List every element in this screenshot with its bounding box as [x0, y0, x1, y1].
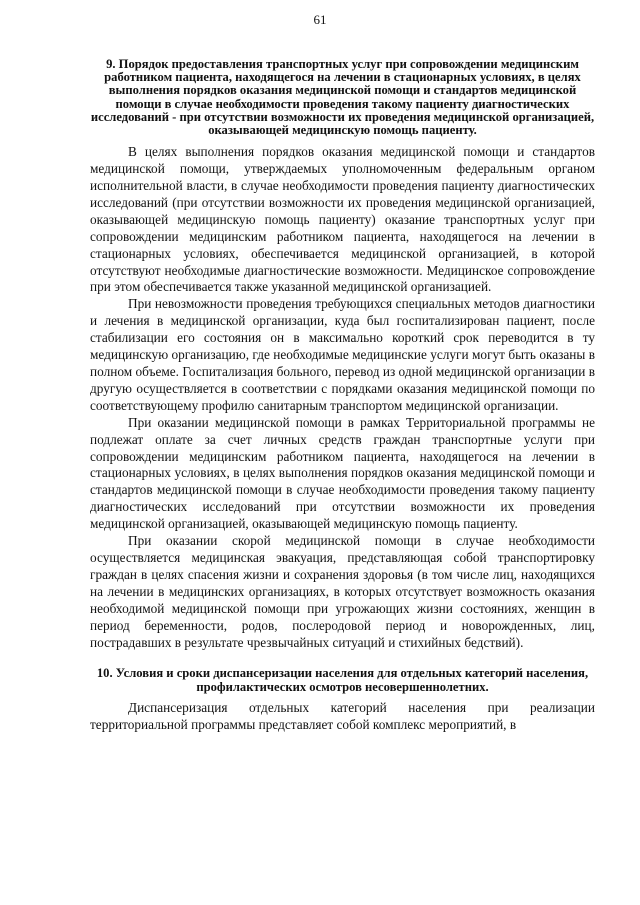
section-9-paragraph-4: При оказании скорой медицинской помощи в случае необходимости осуществляется медицинская эвакуация, представляющая собой транспортировку граждан в целях спасения жизни и сохранения здоровья (в том числе лиц, находящихся на лечении в медицинских организациях, в которых отсутствует возможность оказания необходимой медицинской помощи при угрожающих жизни состояниях, женщин в период беременности, родов, послеродовой период и новорожденных, лиц, пострадавших в результате чрезвычайных ситуаций и стихийных бедствий). [90, 533, 595, 650]
section-9-paragraph-1: В целях выполнения порядков оказания медицинской помощи и стандартов медицинской помощи, утверждаемых уполномоченным федеральным органом исполнительной власти, в случае необходимости проведения пациенту диагностических исследований (при отсутствии возможности их проведения медицинской организацией, оказывающей медицинскую помощь пациенту) оказание транспортных услуг при сопровождении медицинским работником пациента, находящегося на лечении в стационарных условиях, обеспечивается медицинской организацией, в которой отсутствуют необходимые диагностические возможности. Медицинское сопровождение при этом обеспечивается также указанной медицинской организацией. [90, 144, 595, 295]
section-9-heading: 9. Порядок предоставления транспортных услуг при сопровождении медицинским работником пациента, находящегося на лечении в стационарных условиях, в целях выполнения порядков оказания медицинской помощи и стандартов медицинской помощи в случае необходимости проведения такому пациенту диагностических исследований - при отсутствии возможности их проведения медицинской организацией, оказывающей медицинскую помощь пациенту. [90, 57, 595, 138]
page-number: 61 [313, 12, 327, 27]
section-10-heading: 10. Условия и сроки диспансеризации населения для отдельных категорий населения, профилактических осмотров несовершеннолетних. [96, 666, 589, 694]
section-10-paragraph-1: Диспансеризация отдельных категорий населения при реализации территориальной программы представляет собой комплекс мероприятий, в [90, 699, 595, 732]
page-content [90, 58, 595, 734]
section-9-paragraph-2: При невозможности проведения требующихся специальных методов диагностики и лечения в медицинской организации, куда был госпитализирован пациент, после стабилизации его состояния он в максимально короткий срок переводится в ту медицинскую организацию, где необходимые медицинские услуги могут быть оказаны в полном объеме. Госпитализация больного, перевод из одной медицинской организации в другую осуществляется в соответствии с порядками оказания медицинской помощи по соответствующему профилю санитарным транспортом медицинской организации. [90, 296, 595, 413]
section-9-paragraph-3: При оказании медицинской помощи в рамках Территориальной программы не подлежат оплате за счет личных средств граждан транспортные услуги при сопровождении медицинским работником пациента, находящегося на лечении в стационарных условиях, в целях выполнения порядков оказания медицинской помощи и стандартов медицинской помощи в случае необходимости проведения такому пациенту диагностических исследований при отсутствии возможности их проведения медицинской организацией, оказывающей медицинскую помощь пациенту. [90, 414, 595, 532]
